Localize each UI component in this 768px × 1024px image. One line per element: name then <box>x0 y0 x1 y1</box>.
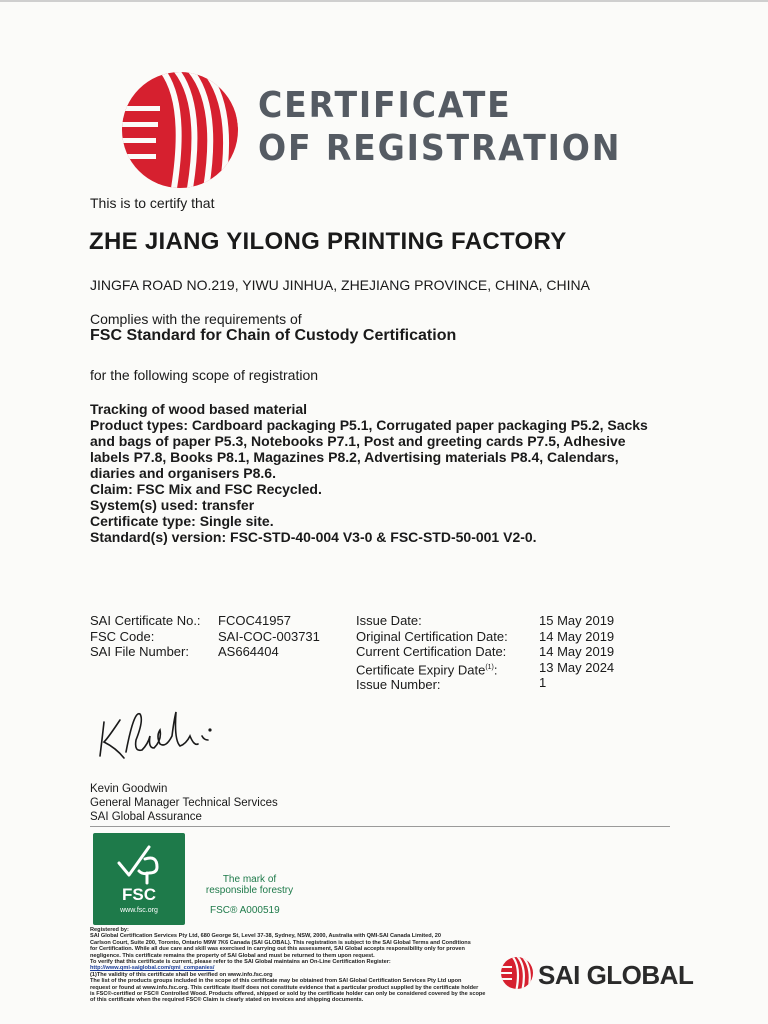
mark-line-2: responsible forestry <box>205 885 294 896</box>
scope-line: labels P7.8, Books P8.1, Magazines P8.2, Advertising materials P8.4, Calendars, <box>90 449 619 465</box>
sai-global-logo-icon <box>500 956 534 990</box>
title-line-2: OF REGISTRATION <box>258 128 622 169</box>
scope-block <box>90 401 690 545</box>
detail-value: FCOC41957 <box>218 613 291 628</box>
fine-print-line: The list of the products groups included in the scope of this certificate may be obtained from SAI Global Certification Services Pty Ltd upon <box>90 978 462 985</box>
expiry-label-text: Certificate Expiry Date <box>356 661 486 677</box>
detail-value: 15 May 2019 <box>539 613 615 628</box>
fine-print-line: request or found at www.info.fsc.org. This certificate itself does not constitute evidence that a particular product supplied by the certificate holder <box>90 984 479 991</box>
sai-global-wordmark: SAI GLOBAL <box>538 960 694 990</box>
details-left-labels <box>90 613 201 660</box>
signer-block <box>90 782 278 824</box>
detail-value: 14 May 2019 <box>539 644 615 659</box>
detail-value: SAI-COC-003731 <box>218 628 320 644</box>
fine-print-line: negligence. This certificate remains the property of SAI Global and must be returned to them upon request. <box>90 952 375 959</box>
fsc-trademark-code: FSC® A000519 <box>210 905 280 916</box>
detail-label: Current Certification Date: <box>356 644 507 659</box>
fine-print-line: of this certificate when the required FSC® Claim is clearly stated on invoices and shipping documents. <box>90 997 364 1004</box>
details-right-labels <box>356 613 508 693</box>
detail-value: 14 May 2019 <box>539 628 615 644</box>
certify-intro: This is to certify that <box>90 195 215 211</box>
fine-print-line: is FSC®-certified or FSC® Controlled Wood. Products offered, shipped or sold by the certificate holder can only be considered covered by the scope <box>90 991 486 998</box>
detail-label: Issue Number: <box>356 677 441 693</box>
top-border <box>0 0 768 2</box>
company-address: JINGFA ROAD NO.219, YIWU JINHUA, ZHEJIANG PROVINCE, CHINA, CHINA <box>90 277 590 293</box>
detail-label-expiry <box>356 660 508 678</box>
fine-print-line: Carlson Court, Suite 200, Toronto, Ontario M9W 7K6 Canada (SAI GLOBAL). This registration is subject to the SAI Global Terms and Conditions <box>90 939 471 946</box>
detail-label: SAI File Number: <box>90 644 189 659</box>
details-right-values <box>539 613 614 691</box>
scope-intro: for the following scope of registration <box>90 367 319 383</box>
scope-line: Certificate type: Single site. <box>90 513 274 529</box>
scope-line: Claim: FSC Mix and FSC Recycled. <box>90 481 322 497</box>
certificate-title <box>258 84 621 170</box>
expiry-colon: : <box>493 661 498 677</box>
fine-print-line: (1)The validity of this certificate shall be verified on www.info.fsc.org <box>90 971 273 978</box>
detail-label: Original Certification Date: <box>356 628 508 644</box>
scope-line: and bags of paper P5.3, Notebooks P7.1, Post and greeting cards P7.5, Adhesive <box>90 433 626 449</box>
fsc-tree-check-icon <box>115 841 163 885</box>
fsc-url: www.fsc.org <box>120 907 158 914</box>
fine-print-line: SAI Global Certification Services Pty Ltd, 680 George St, Level 37-38, Sydney, NSW, 2000, Australia with QMI-SAI Canada Limited, 20 <box>90 933 441 940</box>
scope-line: Tracking of wood based material <box>90 401 308 417</box>
mark-line-1: The mark of <box>222 874 277 885</box>
sai-certificate-logo-icon <box>112 70 242 190</box>
signer-role: General Manager Technical Services <box>90 797 278 809</box>
scope-line: diaries and organisers P8.6. <box>90 465 276 481</box>
fine-print-line: for Certification. While all due care and skill was exercised in carrying out this assessment, SAI Global accepts responsibility only for proven <box>90 946 465 953</box>
detail-label: FSC Code: <box>90 628 155 644</box>
fsc-label: FSC <box>122 885 156 904</box>
fine-print <box>90 927 500 1004</box>
details-left-values <box>218 613 320 660</box>
detail-value: AS664404 <box>218 644 279 659</box>
footer-divider <box>90 826 670 827</box>
detail-value: 1 <box>539 675 547 690</box>
signer-org: SAI Global Assurance <box>90 811 202 823</box>
fsc-logo <box>93 833 185 925</box>
company-name: ZHE JIANG YILONG PRINTING FACTORY <box>89 228 567 255</box>
fine-print-line: To verify that this certificate is current, please refer to the SAI Global maintains an On-Line Certification Register: <box>90 959 391 966</box>
scope-line: Standard(s) version: FSC-STD-40-004 V3-0 & FSC-STD-50-001 V2-0. <box>90 529 537 545</box>
fine-print-line: Registered by: <box>90 927 129 933</box>
detail-label: SAI Certificate No.: <box>90 613 201 628</box>
scope-line: Product types: Cardboard packaging P5.1, Corrugated paper packaging P5.2, Sacks <box>90 417 648 433</box>
detail-label: Issue Date: <box>356 613 422 628</box>
signature-icon <box>90 700 230 770</box>
fsc-mark-text <box>197 874 302 896</box>
standard-name: FSC Standard for Chain of Custody Certification <box>90 327 457 344</box>
scope-line: System(s) used: transfer <box>90 497 255 513</box>
signer-name: Kevin Goodwin <box>90 783 168 795</box>
title-line-1: CERTIFICATE <box>258 85 512 126</box>
complies-text: Complies with the requirements of <box>90 311 302 327</box>
register-link[interactable]: http://www.qmi-saiglobal.com/qmi_companies/ <box>90 965 215 972</box>
detail-value: 13 May 2024 <box>539 659 615 675</box>
expiry-footnote-marker: (1) <box>485 663 494 671</box>
